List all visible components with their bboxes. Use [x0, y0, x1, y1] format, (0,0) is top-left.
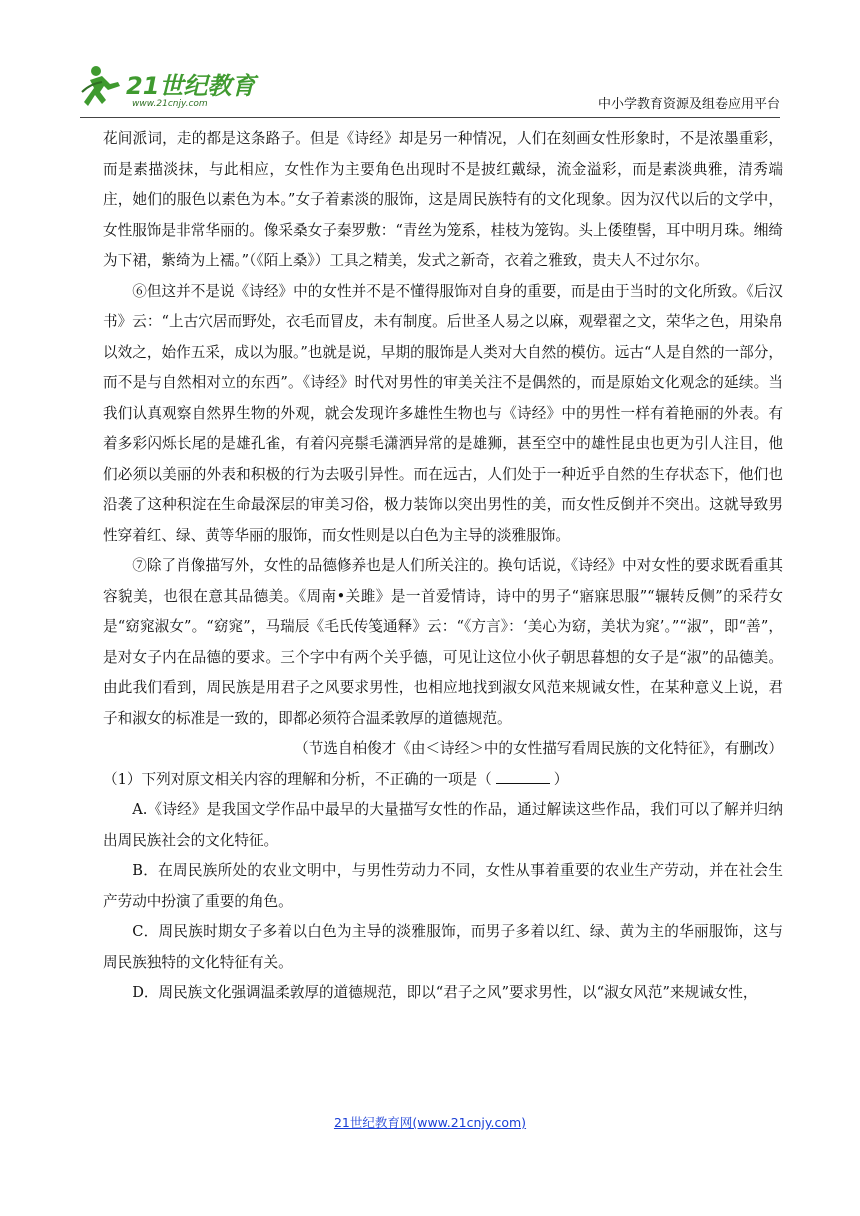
runner-icon [82, 66, 120, 106]
footer-link[interactable]: 21世纪教育网(www.21cnjy.com) [333, 1115, 527, 1130]
question-stem-text: （1）下列对原文相关内容的理解和分析，不正确的一项是（ [103, 770, 492, 788]
option-b: B．在周民族所处的农业文明中，与男性劳动力不同，女性从事着重要的农业生产劳动，并在社会生产劳动中扮演了重要的角色。 [103, 862, 783, 910]
logo [80, 62, 260, 112]
platform-name: 中小学教育资源及组卷应用平台 [597, 97, 780, 112]
option-d: D．周民族文化强调温柔敦厚的道德规范，即以“君子之风”要求男性，以“淑女风范”来规诫女性， [132, 984, 758, 1001]
article-body [103, 124, 783, 1009]
header-divider [80, 117, 780, 118]
question-stem [103, 765, 783, 796]
question-stem-close: ） [553, 770, 569, 788]
source-citation: （节选自柏俊才《由＜诗经＞中的女性描写看周民族的文化特征》，有删改） [294, 740, 783, 757]
paragraph-continued: 花间派词，走的都是这条路子。但是《诗经》却是另一种情况，人们在刻画女性形象时，不是浓墨重彩，而是素描淡抹，与此相应，女性作为主要角色出现时不是披红戴绿，流金溢彩，而是素淡典雅，清秀端庄，她们的服色以素色为本。”女子着素淡的服饰，这是周民族特有的文化现象。因为汉代以后的文学中，女性服饰是非常华丽的。像采桑女子秦罗敷：“青丝为笼系，桂枝为笼钩。头上倭堕髻，耳中明月珠。缃绮为下裙，紫绮为上襦。”（《陌上桑》）工具之精美，发式之新奇，衣着之雅致，贵夫人不过尔尔。 [103, 130, 783, 269]
logo-sub-text: www.21cnjy.com [132, 99, 208, 109]
paragraph-6: ⑥但这并不是说《诗经》中的女性并不是不懂得服饰对自身的重要，而是由于当时的文化所致。《后汉书》云：“上古穴居而野处，衣毛而冒皮，未有制度。后世圣人易之以麻，观翚翟之文，荣华之色，用染帛以效之，始作五采，成以为服。”也就是说，早期的服饰是人类对大自然的模仿。远古“人是自然的一部分，而不是与自然相对立的东西”。《诗经》时代对男性的审美关注不是偶然的，而是原始文化观念的延续。当我们认真观察自然界生物的外观，就会发现许多雄性生物也与《诗经》中的男性一样有着艳丽的外表。有着多彩闪烁长尾的是雄孔雀，有着闪亮鬃毛潇洒异常的是雄狮，甚至空中的雄性昆虫也更为引人注目，他们必须以美丽的外表和积极的行为去吸引异性。而在远古，人们处于一种近乎自然的生存状态下，他们也沿袭了这种积淀在生命最深层的审美习俗，极力装饰以突出男性的美，而女性反倒并不突出。这就导致男性穿着红、绿、黄等华丽的服饰，而女性则是以白色为主导的淡雅服饰。 [103, 282, 783, 544]
option-c: C．周民族时期女子多着以白色为主导的淡雅服饰，而男子多着以红、绿、黄为主的华丽服饰，这与周民族独特的文化特征有关。 [103, 923, 783, 971]
option-a: A.《诗经》是我国文学作品中最早的大量描写女性的作品，通过解读这些作品，我们可以了解并归纳出周民族社会的文化特征。 [103, 801, 783, 849]
paragraph-7: ⑦除了肖像描写外，女性的品德修养也是人们所关注的。换句话说，《诗经》中对女性的要求既看重其容貌美，也很在意其品德美。《周南•关雎》是一首爱情诗，诗中的男子“寤寐思服”“辗转反侧”的采荇女是“窈窕淑女”。“窈窕”，马瑞辰《毛氏传笺通释》云：“《方言》：‘美心为窈，美状为窕’。”“淑”，即“善”，是对女子内在品德的要求。三个字中有两个关乎德，可见让这位小伙子朝思暮想的女子是“淑”的品德美。由此我们看到，周民族是用君子之风要求男性，也相应地找到淑女风范来规诫女性，在某种意义上说，君子和淑女的标准是一致的，即都必须符合温柔敦厚的道德规范。 [103, 557, 783, 727]
page-footer [0, 1113, 860, 1131]
logo-main-text: 21世纪教育 [126, 72, 256, 100]
page-header [80, 62, 780, 118]
answer-blank[interactable] [496, 769, 550, 784]
